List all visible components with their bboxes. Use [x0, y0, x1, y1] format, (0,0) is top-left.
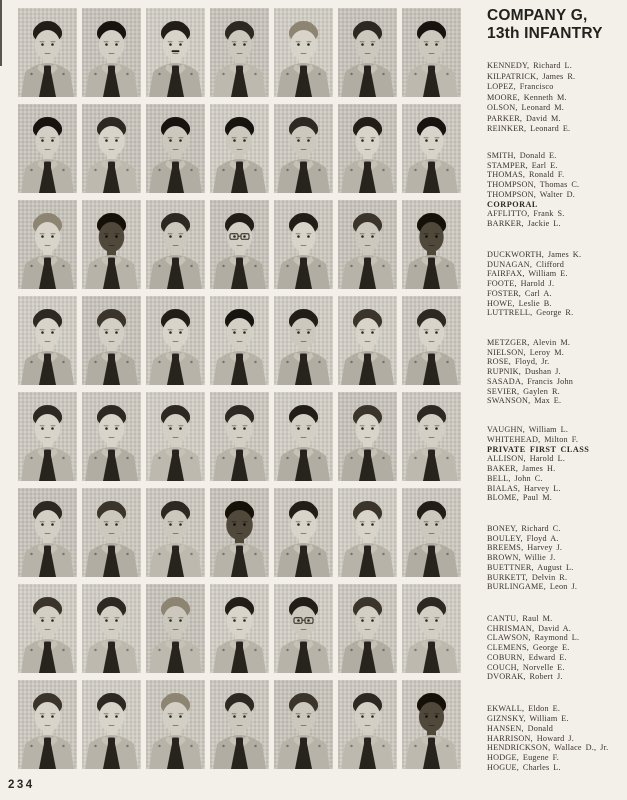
- portrait-photo: [18, 8, 77, 97]
- roster-entry: KENNEDY, Richard L.: [487, 61, 572, 70]
- roster-entry: BONEY, Richard C.: [487, 524, 561, 533]
- roster-entry: FOOTE, Harold J.: [487, 279, 555, 289]
- roster-group: [487, 425, 627, 503]
- roster-entry: BIALAS, Harvey L.: [487, 483, 561, 493]
- roster-entry: METZGER, Alevin M.: [487, 338, 571, 347]
- roster-entry: ROSE, Floyd, Jr.: [487, 357, 550, 367]
- roster-entry: AFFLITTO, Frank S.: [487, 209, 565, 219]
- portrait-photo: [338, 584, 397, 673]
- portrait-photo: [210, 200, 269, 289]
- roster-entry: BARKER, Jackie L.: [487, 218, 561, 228]
- company-title-line2: 13th INFANTRY: [487, 24, 603, 42]
- roster-entry: LOPEZ, Francisco: [487, 82, 554, 91]
- roster-entry: NIELSON, Leroy M.: [487, 347, 564, 357]
- portrait-photo: [210, 392, 269, 481]
- portrait-photo: [274, 296, 333, 385]
- portrait-photo: [82, 8, 141, 97]
- roster-entry: PARKER, David M.: [487, 113, 561, 123]
- portrait-photo: [18, 392, 77, 481]
- portrait-photo: [338, 680, 397, 769]
- portrait-photo: [210, 296, 269, 385]
- portrait-photo: [18, 488, 77, 577]
- rank-header: PRIVATE FIRST CLASS: [487, 444, 590, 454]
- portrait-photo: [210, 680, 269, 769]
- roster-entry: FAIRFAX, William E.: [487, 269, 568, 279]
- portrait-photo: [210, 488, 269, 577]
- roster-entry: COUCH, Norvelle E.: [487, 662, 565, 672]
- portrait-photo: [402, 200, 461, 289]
- portrait-photo: [210, 104, 269, 193]
- portrait-photo: [274, 200, 333, 289]
- page-number: 234: [8, 779, 35, 791]
- roster-entry: CANTU, Raul M.: [487, 614, 553, 623]
- roster-entry: KILPATRICK, James R.: [487, 71, 576, 81]
- portrait-photo: [146, 296, 205, 385]
- roster-entry: VAUGHN, William L.: [487, 425, 569, 434]
- portrait-photo: [82, 488, 141, 577]
- roster-entry: RUPNIK, Dushan J.: [487, 367, 561, 377]
- roster-entry: SMITH, Donald E.: [487, 151, 557, 160]
- portrait-photo: [274, 680, 333, 769]
- roster-entry: REINKER, Leonard E.: [487, 124, 571, 133]
- roster-entry: ALLISON, Harold L.: [487, 454, 566, 464]
- portrait-photo: [210, 584, 269, 673]
- roster-group: [487, 338, 627, 406]
- roster-entry: SEVIER, Gaylen R.: [487, 386, 560, 396]
- roster-entry: HENDRICKSON, Wallace D., Jr.: [487, 743, 609, 753]
- portrait-photo: [82, 392, 141, 481]
- roster-entry: THOMPSON, Walter D.: [487, 189, 575, 199]
- portrait-photo: [82, 104, 141, 193]
- roster-entry: BROWN, Willie J.: [487, 553, 556, 563]
- roster-entry: CLEMENS, George E.: [487, 643, 570, 653]
- portrait-photo: [146, 584, 205, 673]
- company-title-line1: COMPANY G,: [487, 7, 588, 24]
- portrait-photo: [338, 392, 397, 481]
- portrait-photo: [18, 200, 77, 289]
- portrait-photo: [18, 584, 77, 673]
- roster-group: [487, 151, 627, 229]
- roster-group: [487, 704, 627, 773]
- portrait-photo: [274, 8, 333, 97]
- roster-entry: THOMAS, Ronald F.: [487, 170, 565, 180]
- roster-entry: DVORAK, Robert J.: [487, 672, 563, 682]
- roster-entry: CHRISMAN, David A.: [487, 623, 572, 633]
- roster-entry: OLSON, Leonard M.: [487, 103, 564, 112]
- scan-edge-artifact: [0, 0, 2, 66]
- roster-entry: FOSTER, Carl A.: [487, 288, 552, 298]
- portrait-photo: [82, 584, 141, 673]
- portrait-photo: [18, 296, 77, 385]
- roster-entry: BURKETT, Delvin R.: [487, 572, 568, 582]
- portrait-photo: [146, 392, 205, 481]
- roster-group: [487, 614, 627, 682]
- roster-entry: WHITEHEAD, Milton F.: [487, 434, 579, 444]
- portrait-photo: [82, 200, 141, 289]
- roster-entry: DUNAGAN, Clifford: [487, 259, 565, 269]
- roster-entry: BREEMS, Harvey J.: [487, 543, 563, 553]
- roster-entry: CLAWSON, Raymond L.: [487, 633, 580, 643]
- portrait-photo: [18, 104, 77, 193]
- roster-entry: STAMPER, Earl E.: [487, 160, 558, 170]
- portrait-photo: [146, 104, 205, 193]
- portrait-photo: [18, 680, 77, 769]
- portrait-photo: [146, 8, 205, 97]
- roster-entry: DUCKWORTH, James K.: [487, 250, 582, 259]
- portrait-photo: [402, 584, 461, 673]
- portrait-photo: [402, 680, 461, 769]
- roster-entry: SWANSON, Max E.: [487, 396, 562, 406]
- roster-entry: EKWALL, Eldon E.: [487, 704, 561, 713]
- portrait-photo: [274, 104, 333, 193]
- roster-entry: HOGUE, Charles L.: [487, 763, 561, 773]
- rank-header: CORPORAL: [487, 199, 538, 209]
- roster-entry: THOMPSON, Thomas C.: [487, 180, 580, 190]
- portrait-photo: [402, 8, 461, 97]
- roster-entry: HARRISON, Howard J.: [487, 733, 574, 743]
- page-title: [487, 7, 627, 42]
- portrait-photo: [146, 680, 205, 769]
- portrait-photo: [146, 200, 205, 289]
- portrait-photo: [338, 8, 397, 97]
- portrait-photo: [274, 584, 333, 673]
- roster-group: [487, 524, 627, 592]
- portrait-photo: [146, 488, 205, 577]
- roster-entry: HOWE, Leslie B.: [487, 298, 552, 308]
- roster-entry: BELL, John C.: [487, 473, 543, 483]
- roster-group: [487, 61, 627, 135]
- portrait-photo: [338, 296, 397, 385]
- portrait-photo: [402, 104, 461, 193]
- portrait-photo: [338, 488, 397, 577]
- roster-entry: BLOME, Paul M.: [487, 493, 552, 503]
- roster-entry: BAKER, James H.: [487, 464, 556, 473]
- portrait-photo: [274, 392, 333, 481]
- portrait-photo: [82, 680, 141, 769]
- roster-group: [487, 250, 627, 318]
- portrait-photo: [402, 488, 461, 577]
- portrait-photo: [402, 392, 461, 481]
- roster-entry: HODGE, Eugene F.: [487, 753, 560, 763]
- roster-entry: GIZNSKY, William E.: [487, 713, 569, 723]
- roster-entry: COBURN, Edward E.: [487, 652, 567, 662]
- portrait-photo: [82, 296, 141, 385]
- portrait-photo: [274, 488, 333, 577]
- roster-entry: HANSEN, Donald: [487, 723, 554, 733]
- roster-entry: SASADA, Francis John: [487, 376, 574, 386]
- portrait-photo: [338, 104, 397, 193]
- roster-entry: MOORE, Kenneth M.: [487, 92, 567, 102]
- roster-entry: BURLINGAME, Leon J.: [487, 582, 578, 592]
- roster-entry: LUTTRELL, George R.: [487, 308, 574, 318]
- portrait-photo: [402, 296, 461, 385]
- portrait-photo: [210, 8, 269, 97]
- roster-entry: BOULEY, Floyd A.: [487, 533, 559, 543]
- roster-entry: BUETTNER, August L.: [487, 562, 574, 572]
- portrait-photo: [338, 200, 397, 289]
